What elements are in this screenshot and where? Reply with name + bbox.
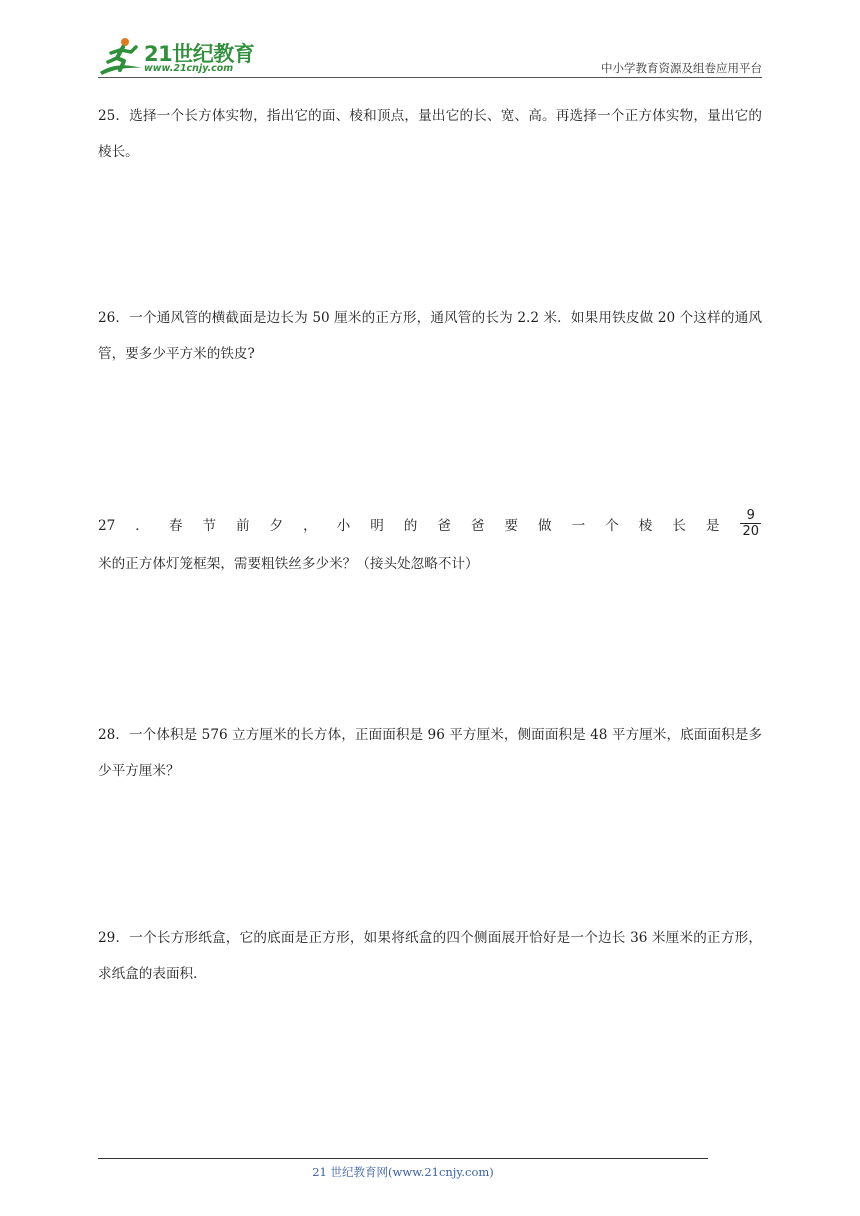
question-body: 选择一个长方体实物，指出它的面、棱和顶点，量出它的长、宽、高。再选择一个正方体实物，量出它的棱长。 (98, 108, 762, 160)
question-text (98, 300, 762, 372)
question-text (98, 98, 762, 170)
question-25 (98, 98, 762, 170)
question-body-before: 春节前夕，小明的爸爸要做一个棱长是 (168, 518, 740, 534)
logo-url: www.21cnjy.com (144, 63, 234, 74)
runner-icon (98, 34, 144, 78)
fraction-denominator: 20 (742, 524, 759, 539)
question-body: 一个体积是 576 立方厘米的长方体，正面面积是 96 平方厘米，侧面面积是 48 平方厘米，底面面积是多少平方厘米？ (98, 727, 762, 779)
header-divider (98, 77, 762, 78)
footer-divider (98, 1158, 708, 1159)
question-text (98, 920, 762, 992)
question-27 (98, 507, 762, 583)
platform-name: 中小学教育资源及组卷应用平台 (601, 61, 762, 75)
question-body: 一个通风管的横截面是边长为 50 厘米的正方形，通风管的长为 2.2 米．如果用铁皮做 20 个这样的通风管，要多少平方米的铁皮? (98, 310, 762, 362)
fraction (740, 508, 761, 539)
question-29 (98, 920, 762, 992)
footer-text: 21 世纪教育网(www.21cnjy.com) (312, 1165, 494, 1179)
question-number: 26． (98, 310, 130, 326)
question-number: 25． (98, 108, 130, 124)
question-number: 27． (98, 518, 169, 534)
logo (98, 34, 268, 78)
question-text (98, 717, 762, 789)
question-number: 29． (98, 930, 130, 946)
fraction-numerator: 9 (746, 508, 755, 523)
question-26 (98, 300, 762, 372)
page-header (98, 34, 762, 78)
question-text (98, 507, 762, 583)
question-28 (98, 717, 762, 789)
logo-text: 21世纪教育 (144, 42, 255, 66)
question-body: 一个长方形纸盒，它的底面是正方形，如果将纸盒的四个侧面展开恰好是一个边长 36 米厘米的正方形，求纸盒的表面积． (98, 930, 762, 982)
question-body-after: 米的正方体灯笼框架，需要粗铁丝多少米？（接头处忽略不计） (98, 556, 479, 572)
question-number: 28． (98, 727, 130, 743)
